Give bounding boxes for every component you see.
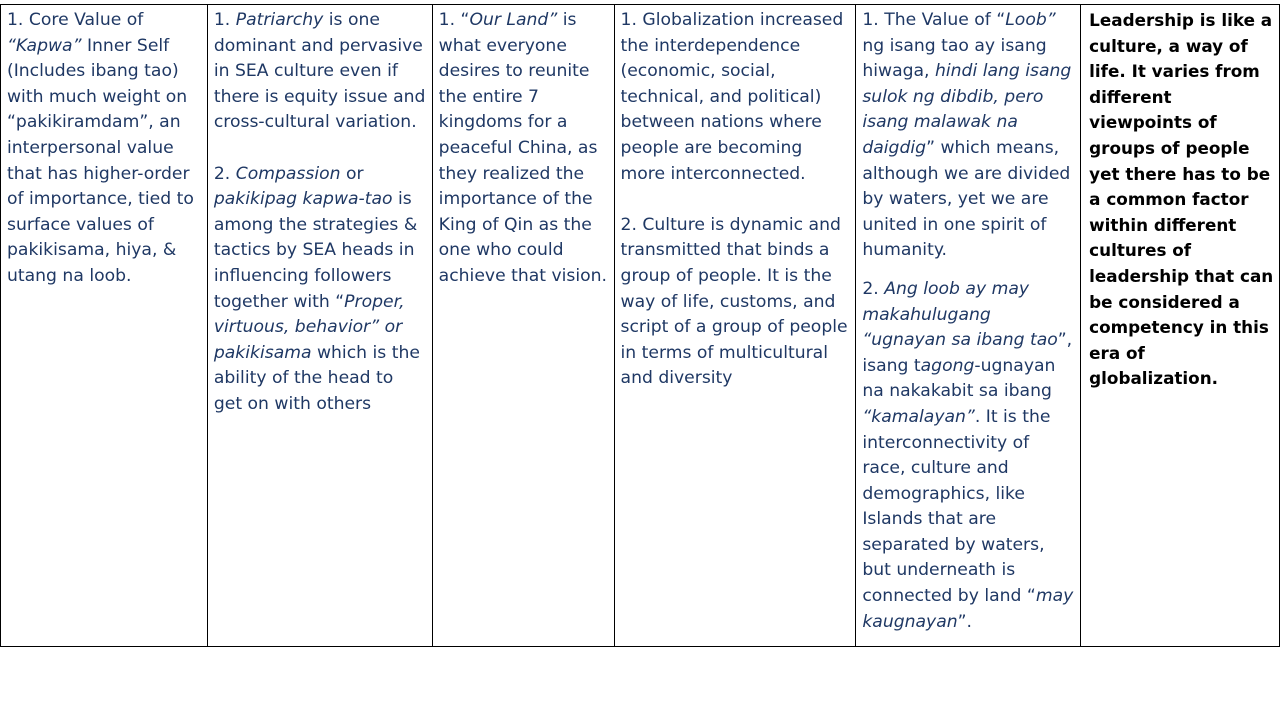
cell-paragraph: 2. Compassion or pakikipag kapwa-tao is among the strategies & tactics by SEA heads in influencing followers together with “Proper, virtuous, behavior” or pakikisama which is the ability of the head to get on with others (213, 163, 420, 414)
cell-paragraph: 1. Globalization increased the interdependence (economic, social, technical, and political) between nations where people are becoming more interconnected. (620, 10, 844, 184)
comparison-table (0, 4, 1280, 647)
cell-paragraph: 2. Ang loob ay may makahulugang “ugnayan sa ibang tao”, isang tagong-ugnayan na nakakabit sa ibang “kamalayan”. It is the interconnectivity of race, culture and demographics, like Islands that are separated by waters, but underneath is connected by land “may kaugnayan”. (862, 278, 1074, 632)
cell-paragraph: 1. “Our Land” is what everyone desires to reunite the entire 7 kingdoms for a peaceful China, as they realized the importance of the King of Qin as the one who could achieve that vision. (438, 10, 608, 286)
table-cell-patriarchy (208, 5, 433, 646)
cell-paragraph: 1. Core Value of “Kapwa” Inner Self (Includes ibang tao) with much weight on “pakikiramdam”, an interpersonal value that has higher-order of importance, tied to surface values of pakikisama, hiya, & utang na loob. (7, 10, 194, 286)
table-cell-our-land (433, 5, 615, 646)
table-cell-value-of-loob (856, 5, 1081, 646)
cell-paragraph: 2. Culture is dynamic and transmitted that binds a group of people. It is the way of life, customs, and script of a group of people in terms of multicultural and diversity (620, 214, 848, 389)
table-cell-core-value-kapwa (1, 5, 208, 646)
table-cell-leadership (1081, 5, 1280, 646)
table-cell-globalization (615, 5, 857, 646)
cell-paragraph: 1. The Value of “Loob” ng isang tao ay isang hiwaga, hindi lang isang sulok ng dibdib, pero isang malawak na daigdig” which means, although we are divided by waters, yet we are united in one spirit of humanity. (862, 10, 1072, 261)
cell-paragraph: Leadership is like a culture, a way of life. It varies from different viewpoints of groups of people yet there has to be a common factor within different cultures of leadership that can be considered a competency in this era of globalization. (1089, 10, 1274, 389)
cell-paragraph: 1. Patriarchy is one dominant and pervasive in SEA culture even if there is equity issue and cross-cultural variation. (213, 10, 426, 133)
